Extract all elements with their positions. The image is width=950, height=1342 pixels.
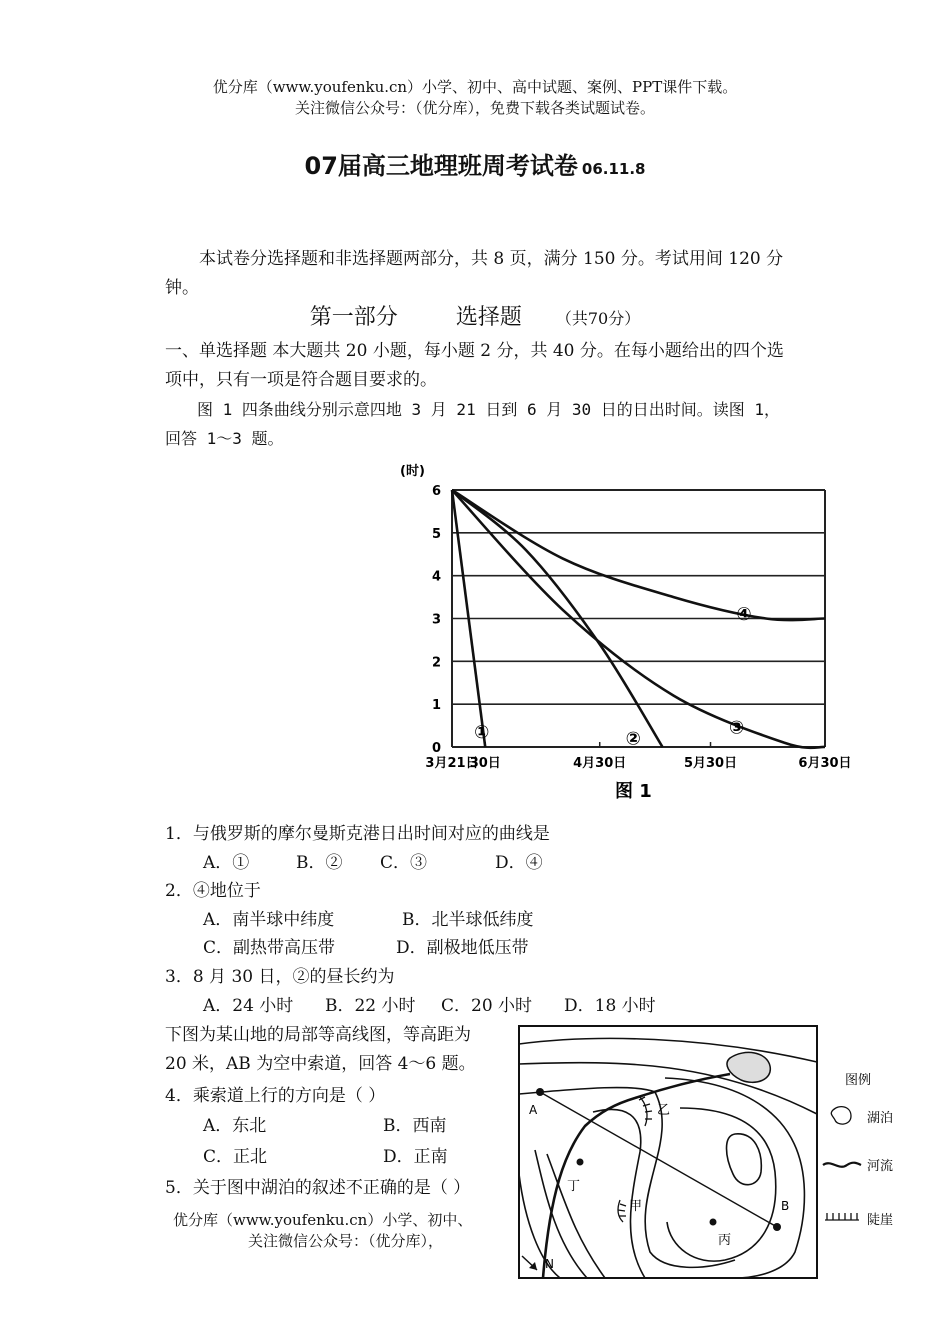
y-tick-label: 6 — [432, 484, 442, 499]
q3-num: 3． — [165, 967, 193, 987]
y-tick-label: 2 — [432, 655, 442, 671]
y-tick-label: 1 — [432, 698, 442, 714]
q2-option-c: C．副热带高压带 — [203, 938, 336, 958]
legend-cliff-label: 陡崖 — [867, 1213, 894, 1228]
part-heading — [0, 300, 950, 331]
figure-intro: 图 1 四条曲线分别示意四地 3 月 21 日到 6 月 30 日的日出时间。读图 1，回答 1～3 题。 — [165, 400, 781, 448]
x-tick-label: 30日 — [469, 756, 501, 771]
question-5 — [165, 1174, 470, 1203]
q4-option-b: B．西南 — [383, 1116, 447, 1136]
footer-line-1: 优分库（www.youfenku.cn）小学、初中、 — [173, 1211, 473, 1229]
map-background — [505, 1022, 910, 1284]
q2-num: 2． — [165, 881, 193, 901]
legend-river-label: 河流 — [867, 1159, 894, 1174]
part-kind: 选择题 — [455, 305, 522, 330]
curve-label-2: ② — [625, 728, 641, 750]
curve-label-3: ③ — [728, 717, 745, 739]
x-tick-label: 5月30日 — [683, 756, 738, 771]
q1-option-c: C．③ — [380, 853, 428, 873]
label-bing: 丙 — [718, 1233, 732, 1248]
label-jia: 甲 — [629, 1199, 643, 1214]
curve-4 — [452, 490, 825, 620]
exam-title — [0, 146, 950, 181]
q1-num: 1． — [165, 824, 193, 844]
exam-title-main: 07届高三地理班周考试卷 — [304, 152, 578, 180]
contour-map — [505, 1022, 910, 1284]
q3-option-d: D．18 小时 — [564, 996, 656, 1016]
q3-stem: 8 月 30 日，②的昼长约为 — [192, 967, 395, 987]
x-tick-label: 4月30日 — [573, 756, 627, 771]
point-bing-dot — [710, 1219, 717, 1226]
y-tick-label: 5 — [432, 526, 442, 542]
part-points: （共70分） — [555, 309, 641, 328]
q3-option-c: C．20 小时 — [441, 996, 533, 1016]
q1-option-a: A．① — [203, 853, 250, 873]
y-tick-label: 3 — [432, 612, 442, 628]
label-north: N — [545, 1257, 554, 1271]
legend-lake-label: 湖泊 — [867, 1111, 894, 1126]
q2-option-a: A．南半球中纬度 — [203, 910, 335, 930]
q1-option-b: B．② — [296, 853, 343, 873]
q2-option-b: B．北半球低纬度 — [402, 910, 534, 930]
header-line-2: 关注微信公众号：（优分库），免费下载各类试题试卷。 — [294, 99, 655, 117]
question-1 — [165, 820, 550, 849]
y-tick-label: 0 — [432, 741, 442, 756]
chart-labels — [425, 484, 851, 771]
map-intro-line-1: 下图为某山地的局部等高线图，等高距为 — [165, 1025, 471, 1045]
q4-option-a: A．东北 — [203, 1116, 267, 1136]
q5-stem: 关于图中湖泊的叙述不正确的是（ ） — [192, 1178, 471, 1198]
intro-paragraph: 本试卷分选择题和非选择题两部分，共 8 页，满分 150 分。考试用间 120 分钟。 — [165, 249, 784, 298]
x-tick-label: 6月30日 — [798, 756, 852, 771]
x-tick-label: 3月21日 — [425, 756, 479, 771]
q4-option-c: C．正北 — [203, 1147, 268, 1167]
point-a-dot — [536, 1088, 544, 1096]
label-a: A — [529, 1103, 538, 1117]
map-intro-line-2: 20 米，AB 为空中索道，回答 4～6 题。 — [165, 1054, 476, 1074]
legend-title: 图例 — [845, 1073, 872, 1088]
question-2 — [165, 877, 261, 906]
header-line-1: 优分库（www.youfenku.cn）小学、初中、高中试题、案例、PPT课件下载。 — [212, 78, 738, 96]
q2-stem: ④地位于 — [192, 881, 261, 901]
label-yi: 乙 — [657, 1103, 671, 1118]
q4-num: 4． — [165, 1086, 193, 1106]
curve-label-4: ④ — [736, 604, 752, 626]
footer-line-2: 关注微信公众号：（优分库）， — [248, 1232, 444, 1250]
q4-option-d: D．正南 — [383, 1147, 448, 1167]
q1-option-d: D．④ — [495, 853, 543, 873]
y-unit-label: (时) — [400, 464, 425, 479]
figure-caption: 图 1 — [615, 781, 652, 802]
q3-option-b: B．22 小时 — [325, 996, 416, 1016]
q2-option-d: D．副极地低压带 — [396, 938, 529, 958]
label-b: B — [781, 1199, 790, 1213]
figure1-chart — [370, 460, 870, 810]
curve-label-1: ① — [474, 722, 490, 744]
part-name: 第一部分 — [309, 305, 398, 330]
q4-stem: 乘索道上行的方向是（ ） — [192, 1086, 386, 1106]
label-ding: 丁 — [567, 1179, 581, 1194]
y-tick-label: 4 — [432, 569, 442, 585]
question-4 — [165, 1082, 385, 1111]
point-ding-dot — [577, 1159, 584, 1166]
section-instructions: 一、单选择题 本大题共 20 小题，每小题 2 分，共 40 分。在每小题给出的四个选项中，只有一项是符合题目要求的。 — [165, 341, 784, 390]
exam-date: 06.11.8 — [581, 160, 646, 178]
q5-num: 5． — [165, 1178, 193, 1198]
question-3 — [165, 963, 395, 992]
q1-stem: 与俄罗斯的摩尔曼斯克港日出时间对应的曲线是 — [192, 824, 550, 844]
q3-option-a: A．24 小时 — [203, 996, 294, 1016]
point-b-dot — [773, 1223, 781, 1231]
